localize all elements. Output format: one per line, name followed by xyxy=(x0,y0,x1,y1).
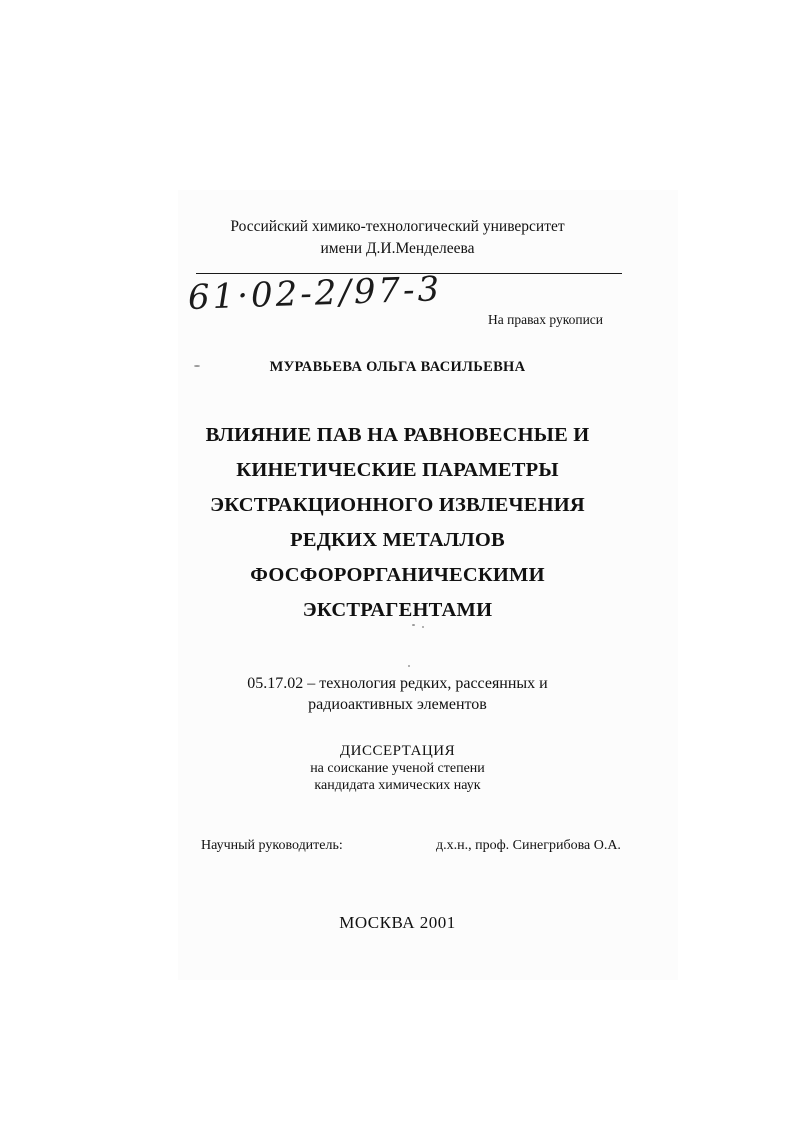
title-line: ЭКСТРАГЕНТАМИ xyxy=(302,599,493,621)
handwritten-registration-number xyxy=(187,269,458,328)
title-line: ВЛИЯНИЕ ПАВ НА РАВНОВЕСНЫЕ И xyxy=(205,424,590,446)
rights-note: На правах рукописи xyxy=(488,312,604,327)
title-line: ФОСФОРОРГАНИЧЕСКИМИ xyxy=(250,564,545,586)
speciality-line-2: радиоактивных элементов xyxy=(308,696,487,713)
registration-number-text: 61·02-2/97-3 xyxy=(187,269,443,318)
scan-speck xyxy=(194,365,200,367)
speciality-line-1: 05.17.02 – технология редких, рассеянных и xyxy=(247,675,548,692)
dissertation-degree xyxy=(0,743,795,794)
supervisor-label: Научный руководитель: xyxy=(201,838,343,853)
title-line: ЭКСТРАКЦИОННОГО ИЗВЛЕЧЕНИЯ xyxy=(210,494,585,516)
supervisor-name: д.х.н., проф. Синегрибова О.А. xyxy=(436,838,621,853)
scan-speck xyxy=(408,665,410,667)
scan-speck xyxy=(412,624,415,626)
degree-line-1: на соискание ученой степени xyxy=(310,761,485,776)
speciality-code xyxy=(0,673,795,715)
university-line-2: имени Д.И.Менделеева xyxy=(320,240,475,257)
university-line-1: Российский химико-технологический университет xyxy=(230,218,565,235)
dissertation-heading: ДИССЕРТАЦИЯ xyxy=(339,743,456,759)
title-line: РЕДКИХ МЕТАЛЛОВ xyxy=(290,529,505,551)
city-year: МОСКВА 2001 xyxy=(339,913,456,932)
scan-speck xyxy=(422,626,424,628)
title-line: КИНЕТИЧЕСКИЕ ПАРАМЕТРЫ xyxy=(236,459,559,481)
university-header xyxy=(0,216,795,260)
degree-line-2: кандидата химических наук xyxy=(314,778,481,793)
dissertation-title xyxy=(0,418,795,628)
author-name: МУРАВЬЕВА ОЛЬГА ВАСИЛЬЕВНА xyxy=(269,359,526,375)
